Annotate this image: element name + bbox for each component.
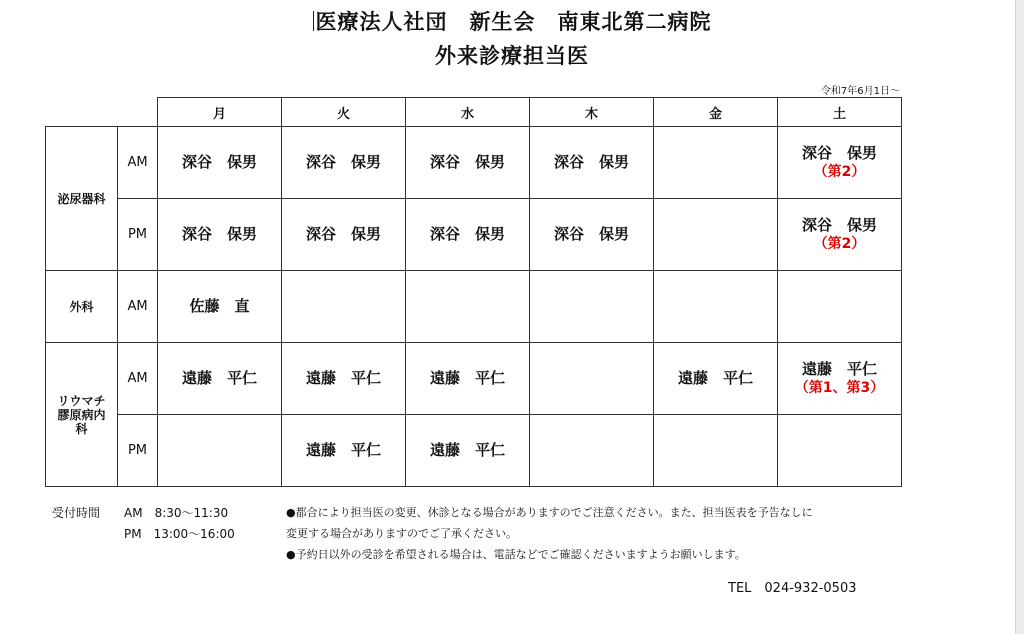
schedule-cell [777,270,902,343]
schedule-cell [157,270,282,343]
day-label: 火 [336,106,350,122]
department-label-line: 科 [75,421,88,436]
session-label-cell [117,414,158,487]
schedule-cell [653,414,778,487]
session-label-cell [117,126,158,199]
doctor-name: 深谷 保男 [305,225,381,243]
notice-1-continued: 変更する場合がありますのでご了承ください。 [286,527,517,540]
schedule-cell [777,414,902,487]
day-label: 月 [212,106,226,122]
schedule-cell [653,126,778,199]
schedule-cell [157,342,282,415]
doctor-name: 遠藤 平仁 [305,369,381,387]
doctor-name: 遠藤 平仁 [181,369,257,387]
week-note: （第2） [813,236,866,252]
schedule-cell [157,126,282,199]
schedule-cell [653,342,778,415]
session-label-cell [117,342,158,415]
department-label: 外科 [69,299,94,314]
reception-am-hours: AM 8:30～11:30 [124,506,229,520]
schedule-cell [777,342,902,415]
hospital-name-text: 医療法人社団 新生会 南東北第二病院 [315,10,712,34]
doctor-name: 深谷 保男 [429,225,505,243]
session-label: PM [127,443,148,458]
effective-date: 令和7年6月1日～ [820,86,900,97]
doctor-name: 遠藤 平仁 [677,369,753,387]
day-label: 土 [832,106,846,122]
schedule-cell [281,414,406,487]
title-marker [313,11,314,31]
doctor-name: 遠藤 平仁 [429,369,505,387]
doctor-name: 佐藤 直 [189,297,250,315]
department-cell [45,126,118,271]
session-label: PM [127,227,148,242]
doctor-name: 深谷 保男 [801,144,877,162]
day-header [157,97,282,127]
schedule-cell [405,270,530,343]
doctor-name: 深谷 保男 [429,153,505,171]
page-title: 外来診療担当医 [435,44,589,68]
schedule-cell [281,342,406,415]
notice-2: ●予約日以外の受診を希望される場合は、電話などでご確認くださいますようお願いします。 [286,548,746,561]
department-cell [45,270,118,343]
schedule-cell [405,198,530,271]
reception-label: 受付時間 [52,506,101,520]
doctor-name: 遠藤 平仁 [801,360,877,378]
schedule-cell [281,270,406,343]
day-header [777,97,902,127]
schedule-cell [653,270,778,343]
schedule-cell [405,126,530,199]
session-label: AM [127,299,148,314]
schedule-cell [777,198,902,271]
department-label-line: 膠原病内 [57,407,106,422]
schedule-cell [777,126,902,199]
day-header [405,97,530,127]
doctor-name: 深谷 保男 [181,153,257,171]
department-label: 泌尿器科 [57,191,106,206]
doctor-name: 遠藤 平仁 [429,441,505,459]
day-label: 木 [584,106,598,122]
hospital-name [0,6,1024,36]
schedule-cell [529,126,654,199]
reception-pm-hours: PM 13:00～16:00 [124,527,235,541]
schedule-cell [405,342,530,415]
day-header [281,97,406,127]
doctor-name: 深谷 保男 [305,153,381,171]
day-header [529,97,654,127]
department-label-line: リウマチ [57,393,106,408]
doctor-name: 深谷 保男 [801,216,877,234]
doctor-name: 深谷 保男 [553,153,629,171]
schedule-cell [529,270,654,343]
schedule-cell [157,414,282,487]
day-label: 水 [460,106,474,122]
doctor-name: 遠藤 平仁 [305,441,381,459]
schedule-cell [157,198,282,271]
telephone: TEL 024-932-0503 [728,581,857,596]
schedule-cell [529,198,654,271]
session-label-cell [117,270,158,343]
session-label-cell [117,198,158,271]
department-cell [45,342,118,487]
day-label: 金 [708,106,722,122]
schedule-cell [405,414,530,487]
schedule-cell [281,126,406,199]
schedule-cell [529,342,654,415]
doctor-name: 深谷 保男 [553,225,629,243]
schedule-cell [281,198,406,271]
doctor-name: 深谷 保男 [181,225,257,243]
week-note: （第1、第3） [794,380,885,396]
page-edge [1015,0,1024,634]
notice-1: ●都合により担当医の変更、休診となる場合がありますのでご注意ください。また、担当医表を予告なしに [286,506,813,519]
schedule-cell [653,198,778,271]
day-header [653,97,778,127]
week-note: （第2） [813,164,866,180]
schedule-cell [529,414,654,487]
session-label: AM [127,155,148,170]
session-label: AM [127,371,148,386]
